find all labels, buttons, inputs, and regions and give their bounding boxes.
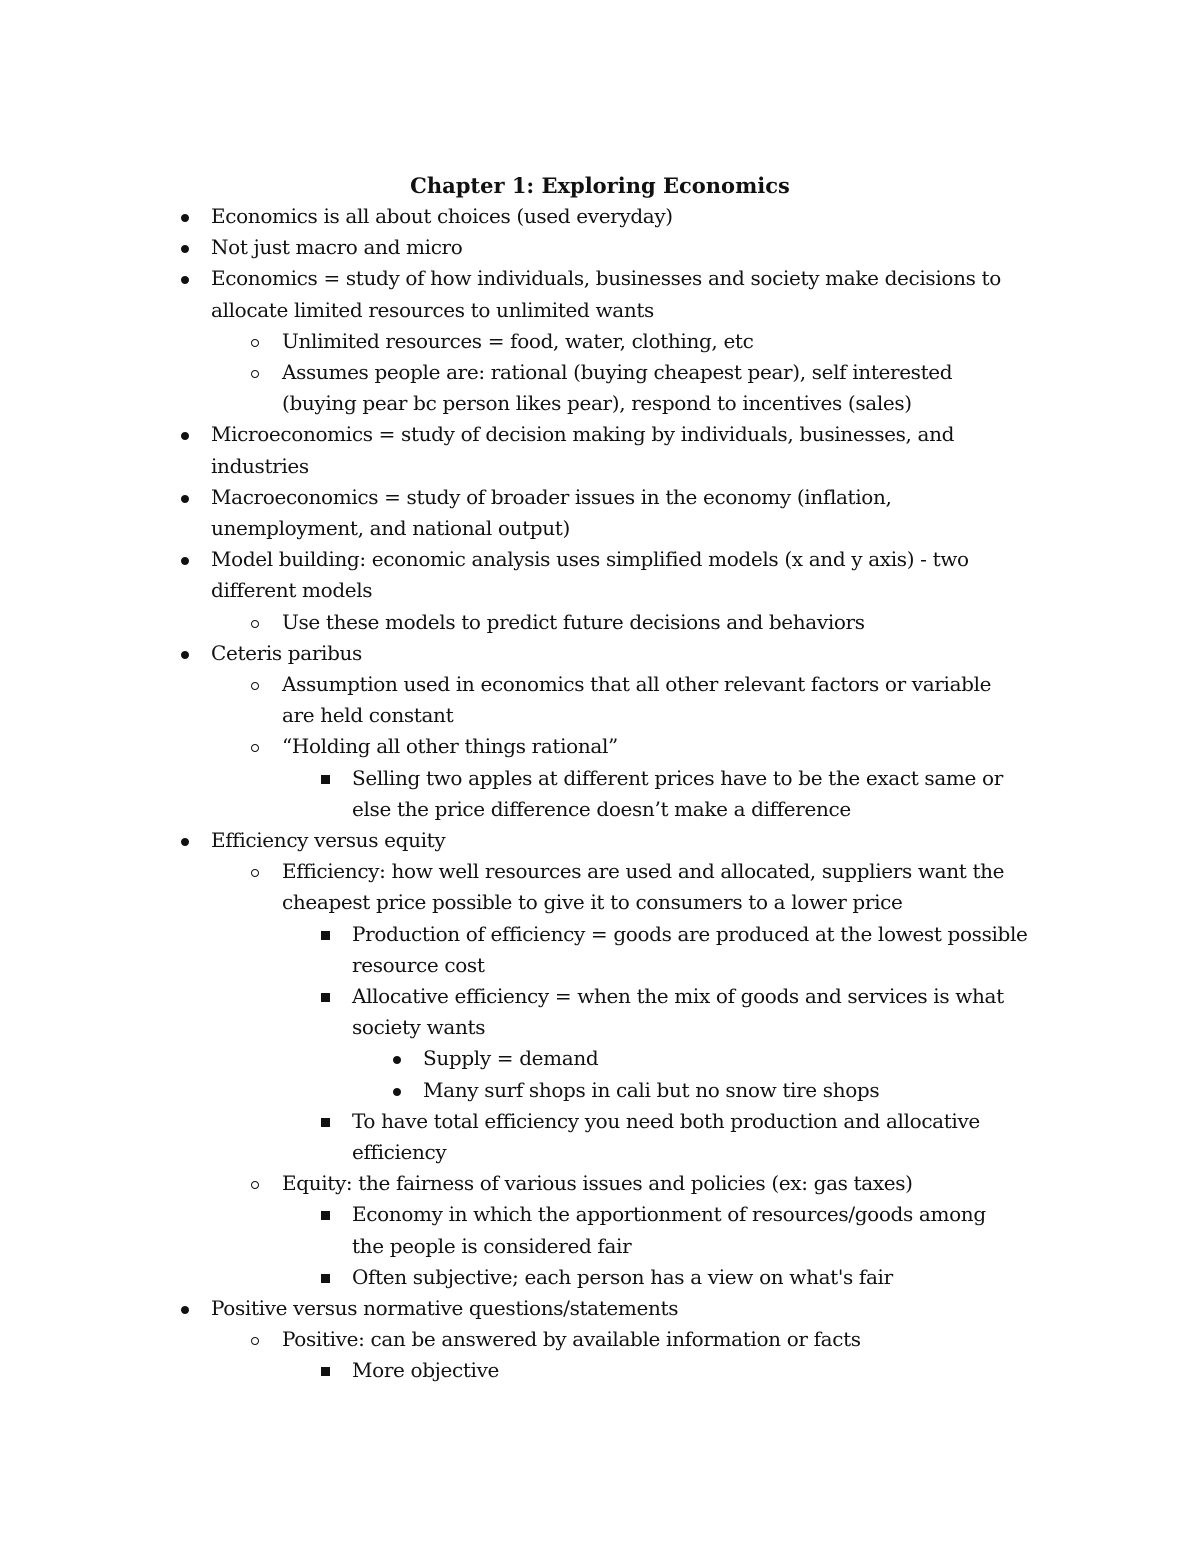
bullet-disc-icon	[175, 263, 195, 294]
bullet-circle-icon	[245, 357, 265, 388]
outline-line-level-1: Economics = study of how individuals, businesses and society make decisions to	[211, 266, 1001, 290]
outline-line-level-1: Positive versus normative questions/statements	[211, 1296, 679, 1320]
bullet-disc-icon	[175, 544, 195, 575]
outline-line-level-1: different models	[211, 578, 373, 602]
outline-line-level-1: allocate limited resources to unlimited wants	[211, 298, 654, 322]
outline-line-level-3: More objective	[352, 1358, 500, 1382]
outline-line-level-1: Ceteris paribus	[211, 641, 362, 665]
outline-line-level-2: Assumes people are: rational (buying cheapest pear), self interested	[282, 360, 953, 384]
outline-line-level-3: else the price difference doesn’t make a difference	[352, 797, 851, 821]
bullet-disc-icon	[175, 232, 195, 263]
outline-line-level-3: Economy in which the apportionment of resources/goods among	[352, 1202, 986, 1226]
outline-line-level-3: To have total efficiency you need both production and allocative	[352, 1109, 980, 1133]
bullet-circle-icon	[245, 731, 265, 762]
outline-line-level-3: Production of efficiency = goods are produced at the lowest possible	[352, 922, 1028, 946]
bullet-square-icon	[315, 1355, 335, 1386]
outline-line-level-1: Not just macro and micro	[211, 235, 463, 259]
outline-line-level-1: Model building: economic analysis uses simplified models (x and y axis) - two	[211, 547, 969, 571]
bullet-disc-icon	[387, 1043, 407, 1074]
outline-line-level-2: (buying pear bc person likes pear), respond to incentives (sales)	[282, 391, 912, 415]
bullet-square-icon	[315, 1106, 335, 1137]
outline-line-level-3: Often subjective; each person has a view on what's fair	[352, 1265, 893, 1289]
outline-line-level-1: Efficiency versus equity	[211, 828, 446, 852]
bullet-disc-icon	[175, 638, 195, 669]
bullet-circle-icon	[245, 669, 265, 700]
outline-line-level-1: unemployment, and national output)	[211, 516, 570, 540]
bullet-circle-icon	[245, 607, 265, 638]
outline-line-level-2: are held constant	[282, 703, 454, 727]
outline-line-level-2: “Holding all other things rational”	[282, 734, 618, 758]
outline-line-level-3: the people is considered fair	[352, 1234, 632, 1258]
bullet-circle-icon	[245, 1168, 265, 1199]
outline-line-level-2: Equity: the fairness of various issues and policies (ex: gas taxes)	[282, 1171, 913, 1195]
outline-line-level-3: resource cost	[352, 953, 485, 977]
bullet-circle-icon	[245, 326, 265, 357]
bullet-square-icon	[315, 1262, 335, 1293]
outline-line-level-2: Assumption used in economics that all other relevant factors or variable	[282, 672, 992, 696]
outline-line-level-2: Positive: can be answered by available information or facts	[282, 1327, 861, 1351]
outline-line-level-2: Unlimited resources = food, water, clothing, etc	[282, 329, 754, 353]
outline-line-level-1: Macroeconomics = study of broader issues in the economy (inflation,	[211, 485, 892, 509]
outline-line-level-2: Efficiency: how well resources are used and allocated, suppliers want the	[282, 859, 1005, 883]
bullet-square-icon	[315, 981, 335, 1012]
outline-line-level-4: Supply = demand	[423, 1046, 599, 1070]
bullet-circle-icon	[245, 856, 265, 887]
bullet-square-icon	[315, 763, 335, 794]
outline-line-level-1: Microeconomics = study of decision making by individuals, businesses, and	[211, 422, 955, 446]
bullet-circle-icon	[245, 1324, 265, 1355]
bullet-disc-icon	[387, 1075, 407, 1106]
document-title: Chapter 1: Exploring Economics	[410, 173, 790, 198]
bullet-disc-icon	[175, 419, 195, 450]
bullet-disc-icon	[175, 482, 195, 513]
bullet-disc-icon	[175, 825, 195, 856]
outline-line-level-3: Selling two apples at different prices have to be the exact same or	[352, 766, 1003, 790]
outline-line-level-3: society wants	[352, 1015, 486, 1039]
outline-line-level-1: Economics is all about choices (used everyday)	[211, 204, 673, 228]
bullet-disc-icon	[175, 1293, 195, 1324]
bullet-square-icon	[315, 1199, 335, 1230]
outline-line-level-4: Many surf shops in cali but no snow tire shops	[423, 1078, 880, 1102]
bullet-square-icon	[315, 919, 335, 950]
outline-line-level-3: efficiency	[352, 1140, 447, 1164]
outline-line-level-2: cheapest price possible to give it to consumers to a lower price	[282, 890, 903, 914]
outline-line-level-3: Allocative efficiency = when the mix of goods and services is what	[352, 984, 1004, 1008]
outline-line-level-2: Use these models to predict future decisions and behaviors	[282, 610, 865, 634]
bullet-disc-icon	[175, 201, 195, 232]
outline-line-level-1: industries	[211, 454, 309, 478]
